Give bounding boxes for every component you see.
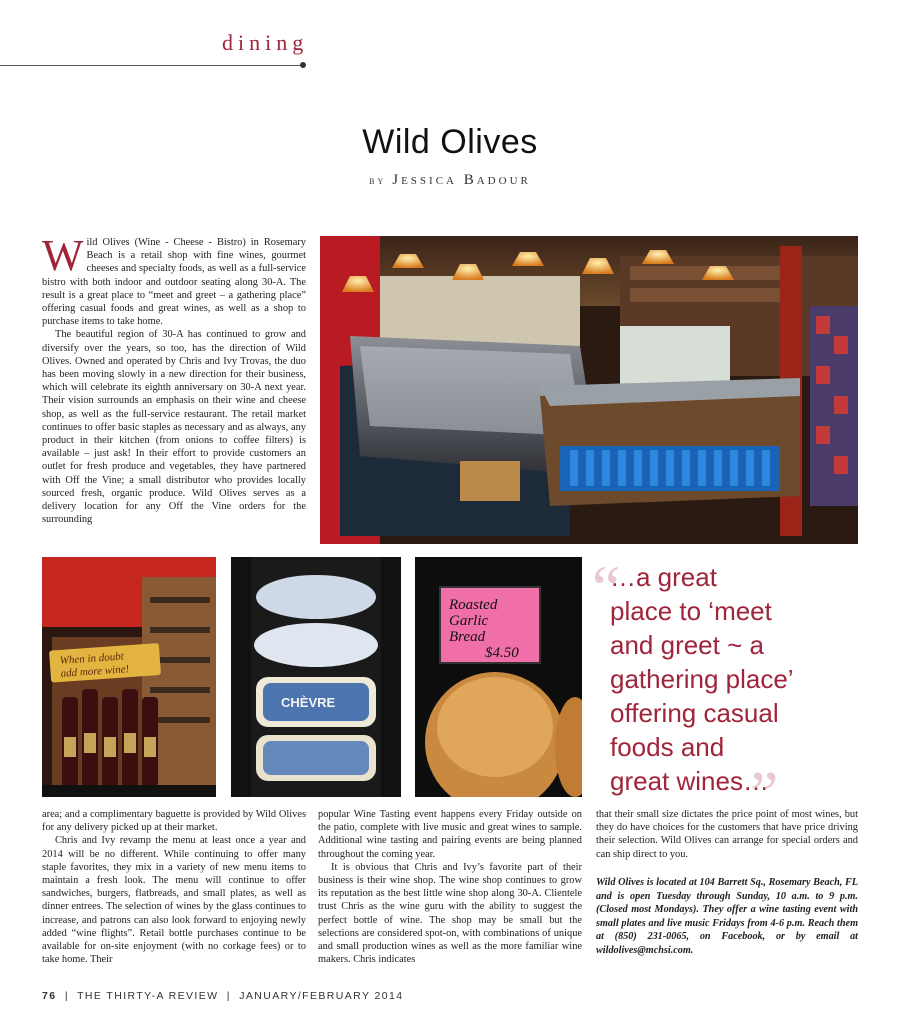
pull-quote-line: great wines… <box>610 766 769 796</box>
page-number: 76 <box>42 990 57 1002</box>
article-paragraph: area; and a complimentary baguette is provided by Wild Olives for any delivery picked up at their market. <box>42 809 306 834</box>
article-paragraph: popular Wine Tasting event happens every Friday outside on the patio, complete with live music and great wines to sample. Additional wine tasting and pairing events are being planned throughout the coming year. <box>318 809 582 860</box>
wine-shelf-illustration <box>42 557 216 797</box>
article-title: Wild Olives <box>362 123 538 161</box>
paragraph-text: ild Olives (Wine - Cheese - Bistro) in Rosemary Beach is a retail shop with fine wines, gourmet cheeses and specialty foods, as well as a full-service bistro with both indoor and outdoor seating along 30-A. The result is a great place to “meet and greet – a gathering place” offering casual foods and great wines, as well as a shop to purchase items to take home. <box>42 237 306 328</box>
wine-shelf-photo <box>42 557 216 797</box>
issue-date: JANUARY/FEBRUARY 2014 <box>239 990 404 1002</box>
pull-quote-line: gathering place’ <box>610 664 794 694</box>
footer-separator: | <box>64 990 69 1002</box>
bread-illustration <box>415 557 582 797</box>
pull-quote-line: …a great <box>610 562 717 592</box>
pull-quote-line: offering casual <box>610 698 779 728</box>
open-quote-mark: “ <box>592 552 621 623</box>
byline <box>0 172 900 189</box>
header-rule <box>0 65 302 66</box>
article-column-1 <box>42 236 306 548</box>
author-name: Jessica Badour <box>392 172 531 188</box>
cheese-label-text: CHÈVRE <box>281 695 336 710</box>
pull-quote-line: place to ‘meet <box>610 596 772 626</box>
article-paragraph: that their small size dictates the price point of most wines, but they do have choices for the customers that have price driving their selection. Wild Olives can arrange for special orders and can ship direct to you. <box>596 809 858 860</box>
cheese-illustration <box>231 557 401 797</box>
store-interior-illustration <box>320 236 858 544</box>
article-paragraph: The beautiful region of 30-A has continued to grow and diversify over the years, so too, has the direction of Wild Olives. Owned and operated by Chris and Ivy Trovas, the duo has been moving slowly in a new direction for their business, which will celebrate its eighth anniversary on 30-A next year. Their vision surrounds an emphasis on their wine and cheese shop, as well as the full-service restaurant. The retail market continues to offer basic staples as necessary and as always, any product in their kitchen (from onions to coffee filters) is available – just ask! In their effort to provide customers an outlet for fresh produce and vegetables, they have partnered with Off the Vine; a small distributor who provides locally sourced fresh, organic produce. Wild Olives serves as a delivery location for any Off the Vine orders for the surrounding <box>42 329 306 526</box>
bread-photo <box>415 557 582 797</box>
bread-sign-text-3: Bread <box>449 629 486 645</box>
pull-quote <box>592 552 886 829</box>
cheese-photo <box>231 557 401 797</box>
drop-cap: W <box>42 236 84 280</box>
article-column-2 <box>42 808 306 980</box>
wine-sign-text-1: When in doubt <box>59 650 125 667</box>
article-column-4 <box>596 808 858 868</box>
article-paragraph: Chris and Ivy revamp the menu at least once a year and 2014 will be no different. While continuing to offer many staple favorites, they mix in a variety of new menu items to maintain a fresh look. The menu will continue to offer sandwiches, burgers, flatbreads, and small plates, as well as dinner entrees. The selection of wines by the glass continues to increase, and patrons can also look forward to enjoying newly added “wine flights”. Retail bottle purchases continue to be available for on-site enjoyment (with no corkage fees) or to take home. Their <box>42 835 306 966</box>
bread-sign-price: $4.50 <box>485 645 519 661</box>
bread-sign-text-2: Garlic <box>449 613 489 629</box>
article-column-3 <box>318 808 582 980</box>
store-interior-photo <box>320 236 858 544</box>
article-paragraph <box>42 236 306 328</box>
business-info: Wild Olives is located at 104 Barrett Sq., Rosemary Beach, FL and is open Tuesday through Sunday, 10 a.m. to 9 p.m. (Closed most Mondays). They offer a wine tasting event with small plates and live music Fridays from 4-6 p.m. Reach them at (850) 231-0065, on Facebook, or by email at wildolives@mchsi.com. <box>596 877 858 956</box>
page-footer <box>42 990 403 1002</box>
pull-quote-line: and greet ~ a <box>610 630 764 660</box>
close-quote-mark: ” <box>750 758 779 829</box>
article-paragraph: It is obvious that Chris and Ivy’s favorite part of their business is their wine shop. The wine shop continues to grow its reputation as the best little wine shop along 30-A. Clientele trust Chris as the wine guru with the ability to suggest the perfect bottle of wine. The shop may be small but the selections are considered spot-on, with combinations of unique and small production wines as well as the more familiar wine makers. Chris indicates <box>318 861 582 966</box>
header-rule-dot <box>300 62 306 68</box>
footer-separator: | <box>226 990 231 1002</box>
publication-name: THE THIRTY-A REVIEW <box>77 990 219 1002</box>
byline-prefix: by <box>369 173 387 187</box>
bread-sign-text-1: Roasted <box>449 597 498 613</box>
section-label: dining <box>222 30 309 55</box>
wine-sign-text-2: add more wine! <box>60 663 130 680</box>
pull-quote-line: foods and <box>610 732 725 762</box>
